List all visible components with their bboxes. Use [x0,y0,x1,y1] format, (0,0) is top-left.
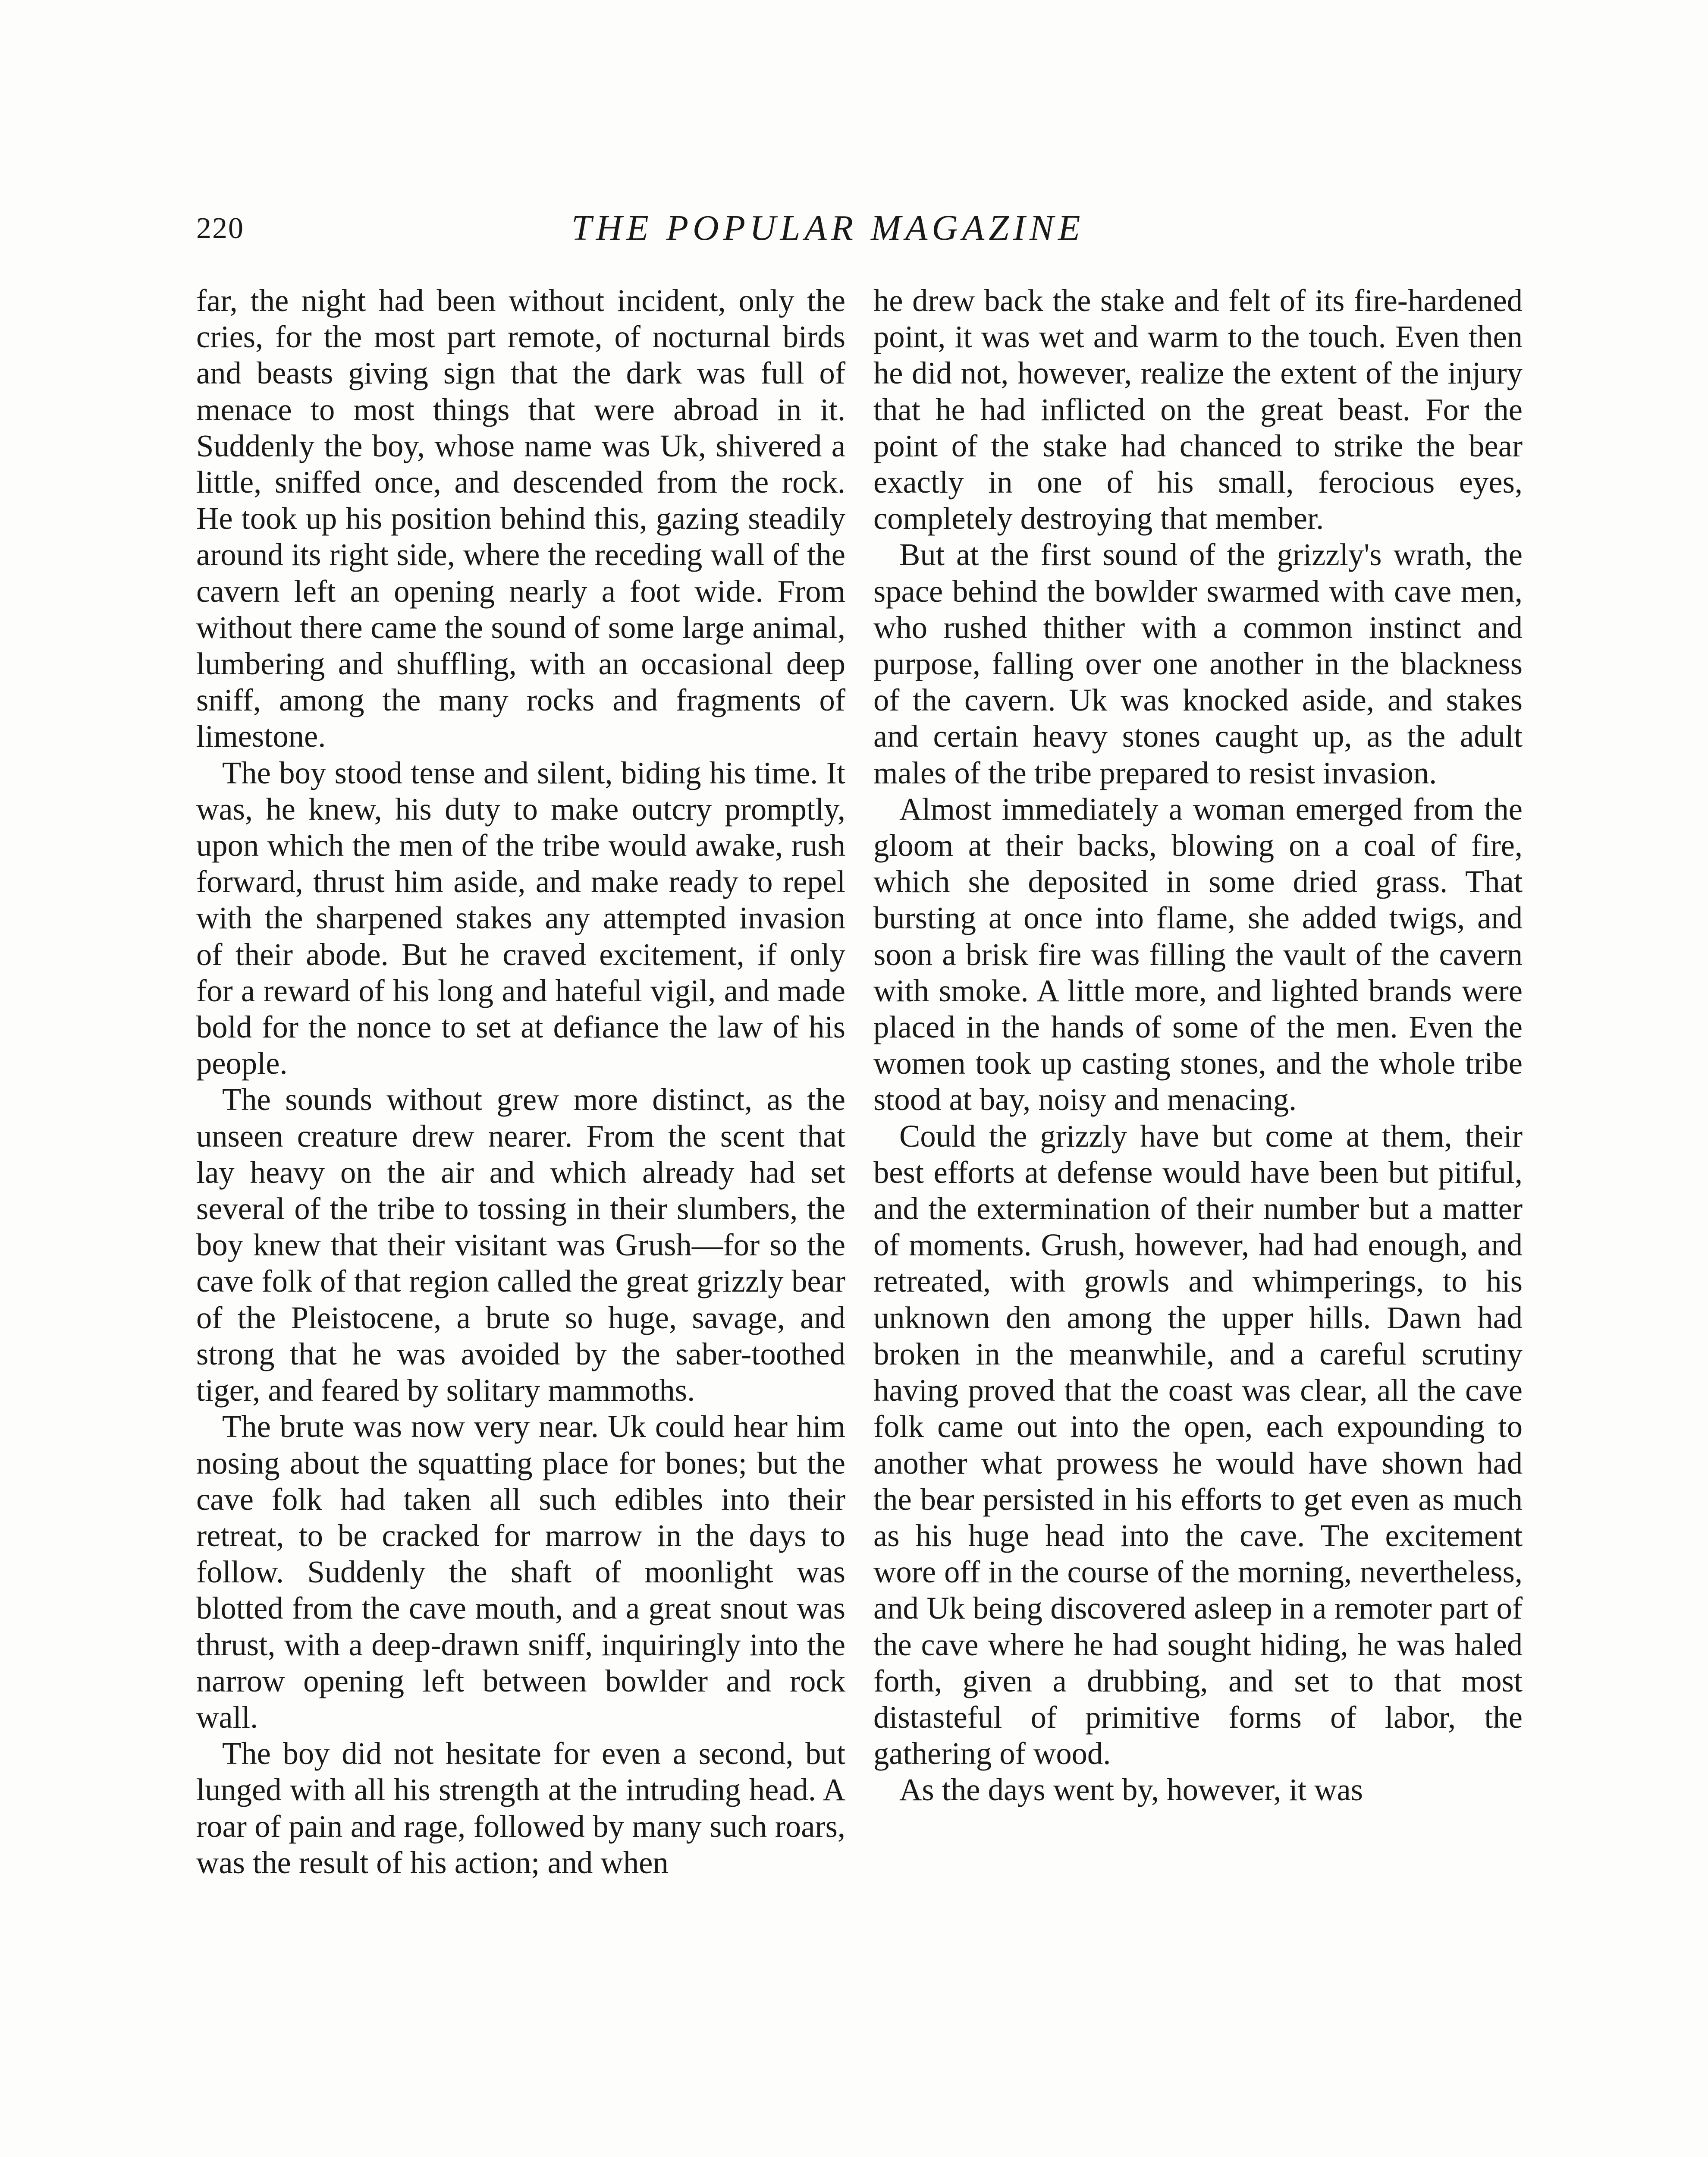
page-header [196,207,1510,259]
paragraph: The brute was now very near. Uk could hear him nosing about the squatting place for bones; but the cave folk had taken all such edibles into their retreat, to be cracked for marrow in the days to follow. Suddenly the shaft of moonlight was blotted from the cave mouth, and a great snout was thrust, with a deep-drawn sniff, inquiringly into the narrow opening left between bowlder and rock wall. [196,1409,845,1735]
paragraph: Almost immediately a woman emerged from the gloom at their backs, blowing on a coal of fire, which she deposited in some dried grass. That bursting at once into flame, she added twigs, and soon a brisk fire was filling the vault of the cavern with smoke. A little more, and lighted brands were placed in the hands of some of the men. Even the women took up casting stones, and the whole tribe stood at bay, noisy and menacing. [873,791,1523,1117]
paragraph: The sounds without grew more distinct, as the unseen creature drew nearer. From the scent that lay heavy on the air and which already had set several of the tribe to tossing in their slumbers, the boy knew that their visitant was Grush—for so the cave folk of that region called the great grizzly bear of the Pleistocene, a brute so huge, savage, and strong that he was avoided by the saber-toothed tiger, and feared by solitary mammoths. [196,1082,845,1408]
paragraph: Could the grizzly have but come at them, their best efforts at defense would have been but pitiful, and the extermination of their number but a matter of moments. Grush, however, had had enough, and retreated, with growls and whimperings, to his unknown den among the upper hills. Dawn had broken in the meanwhile, and a careful scrutiny having proved that the coast was clear, all the cave folk came out into the open, each expounding to another what prowess he would have shown had the bear persisted in his efforts to get even as much as his huge head into the cave. The excitement wore off in the course of the morning, nevertheless, and Uk being discovered asleep in a remoter part of the cave where he had sought hiding, he was haled forth, given a drubbing, and set to that most distasteful of primitive forms of labor, the gathering of wood. [873,1118,1523,1771]
page-number: 220 [196,212,244,245]
running-title: THE POPULAR MAGAZINE [571,208,1085,248]
paragraph: he drew back the stake and felt of its fire-hardened point, it was wet and warm to the touch. Even then he did not, however, realize the extent of the injury that he had inflicted on the great beast. For the point of the stake had chanced to strike the bear exactly in one of his small, ferocious eyes, completely destroying that member. [873,283,1523,536]
paragraph: far, the night had been without incident, only the cries, for the most part remote, of nocturnal birds and beasts giving sign that the dark was full of menace to most things that were abroad in it. Suddenly the boy, whose name was Uk, shivered a little, sniffed once, and descended from the rock. He took up his position behind this, gazing steadily around its right side, where the receding wall of the cavern left an opening nearly a foot wide. From without there came the sound of some large animal, lumbering and shuffling, with an occasional deep sniff, among the many rocks and fragments of limestone. [196,283,845,754]
paragraph: The boy stood tense and silent, biding his time. It was, he knew, his duty to make outcry promptly, upon which the men of the tribe would awake, rush forward, thrust him aside, and make ready to repel with the sharpened stakes any attempted invasion of their abode. But he craved excitement, if only for a reward of his long and hateful vigil, and made bold for the nonce to set at defiance the law of his people. [196,755,845,1081]
paragraph: The boy did not hesitate for even a second, but lunged with all his strength at the intruding head. A roar of pain and rage, followed by many such roars, was the result of his action; and when [196,1736,845,1880]
right-column [873,283,1523,1808]
paragraph: But at the first sound of the grizzly's wrath, the space behind the bowlder swarmed with cave men, who rushed thither with a common instinct and purpose, falling over one another in the blackness of the cavern. Uk was knocked aside, and stakes and certain heavy stones caught up, as the adult males of the tribe prepared to resist invasion. [873,537,1523,790]
left-column [196,283,845,1881]
paragraph: As the days went by, however, it was [899,1772,1363,1808]
